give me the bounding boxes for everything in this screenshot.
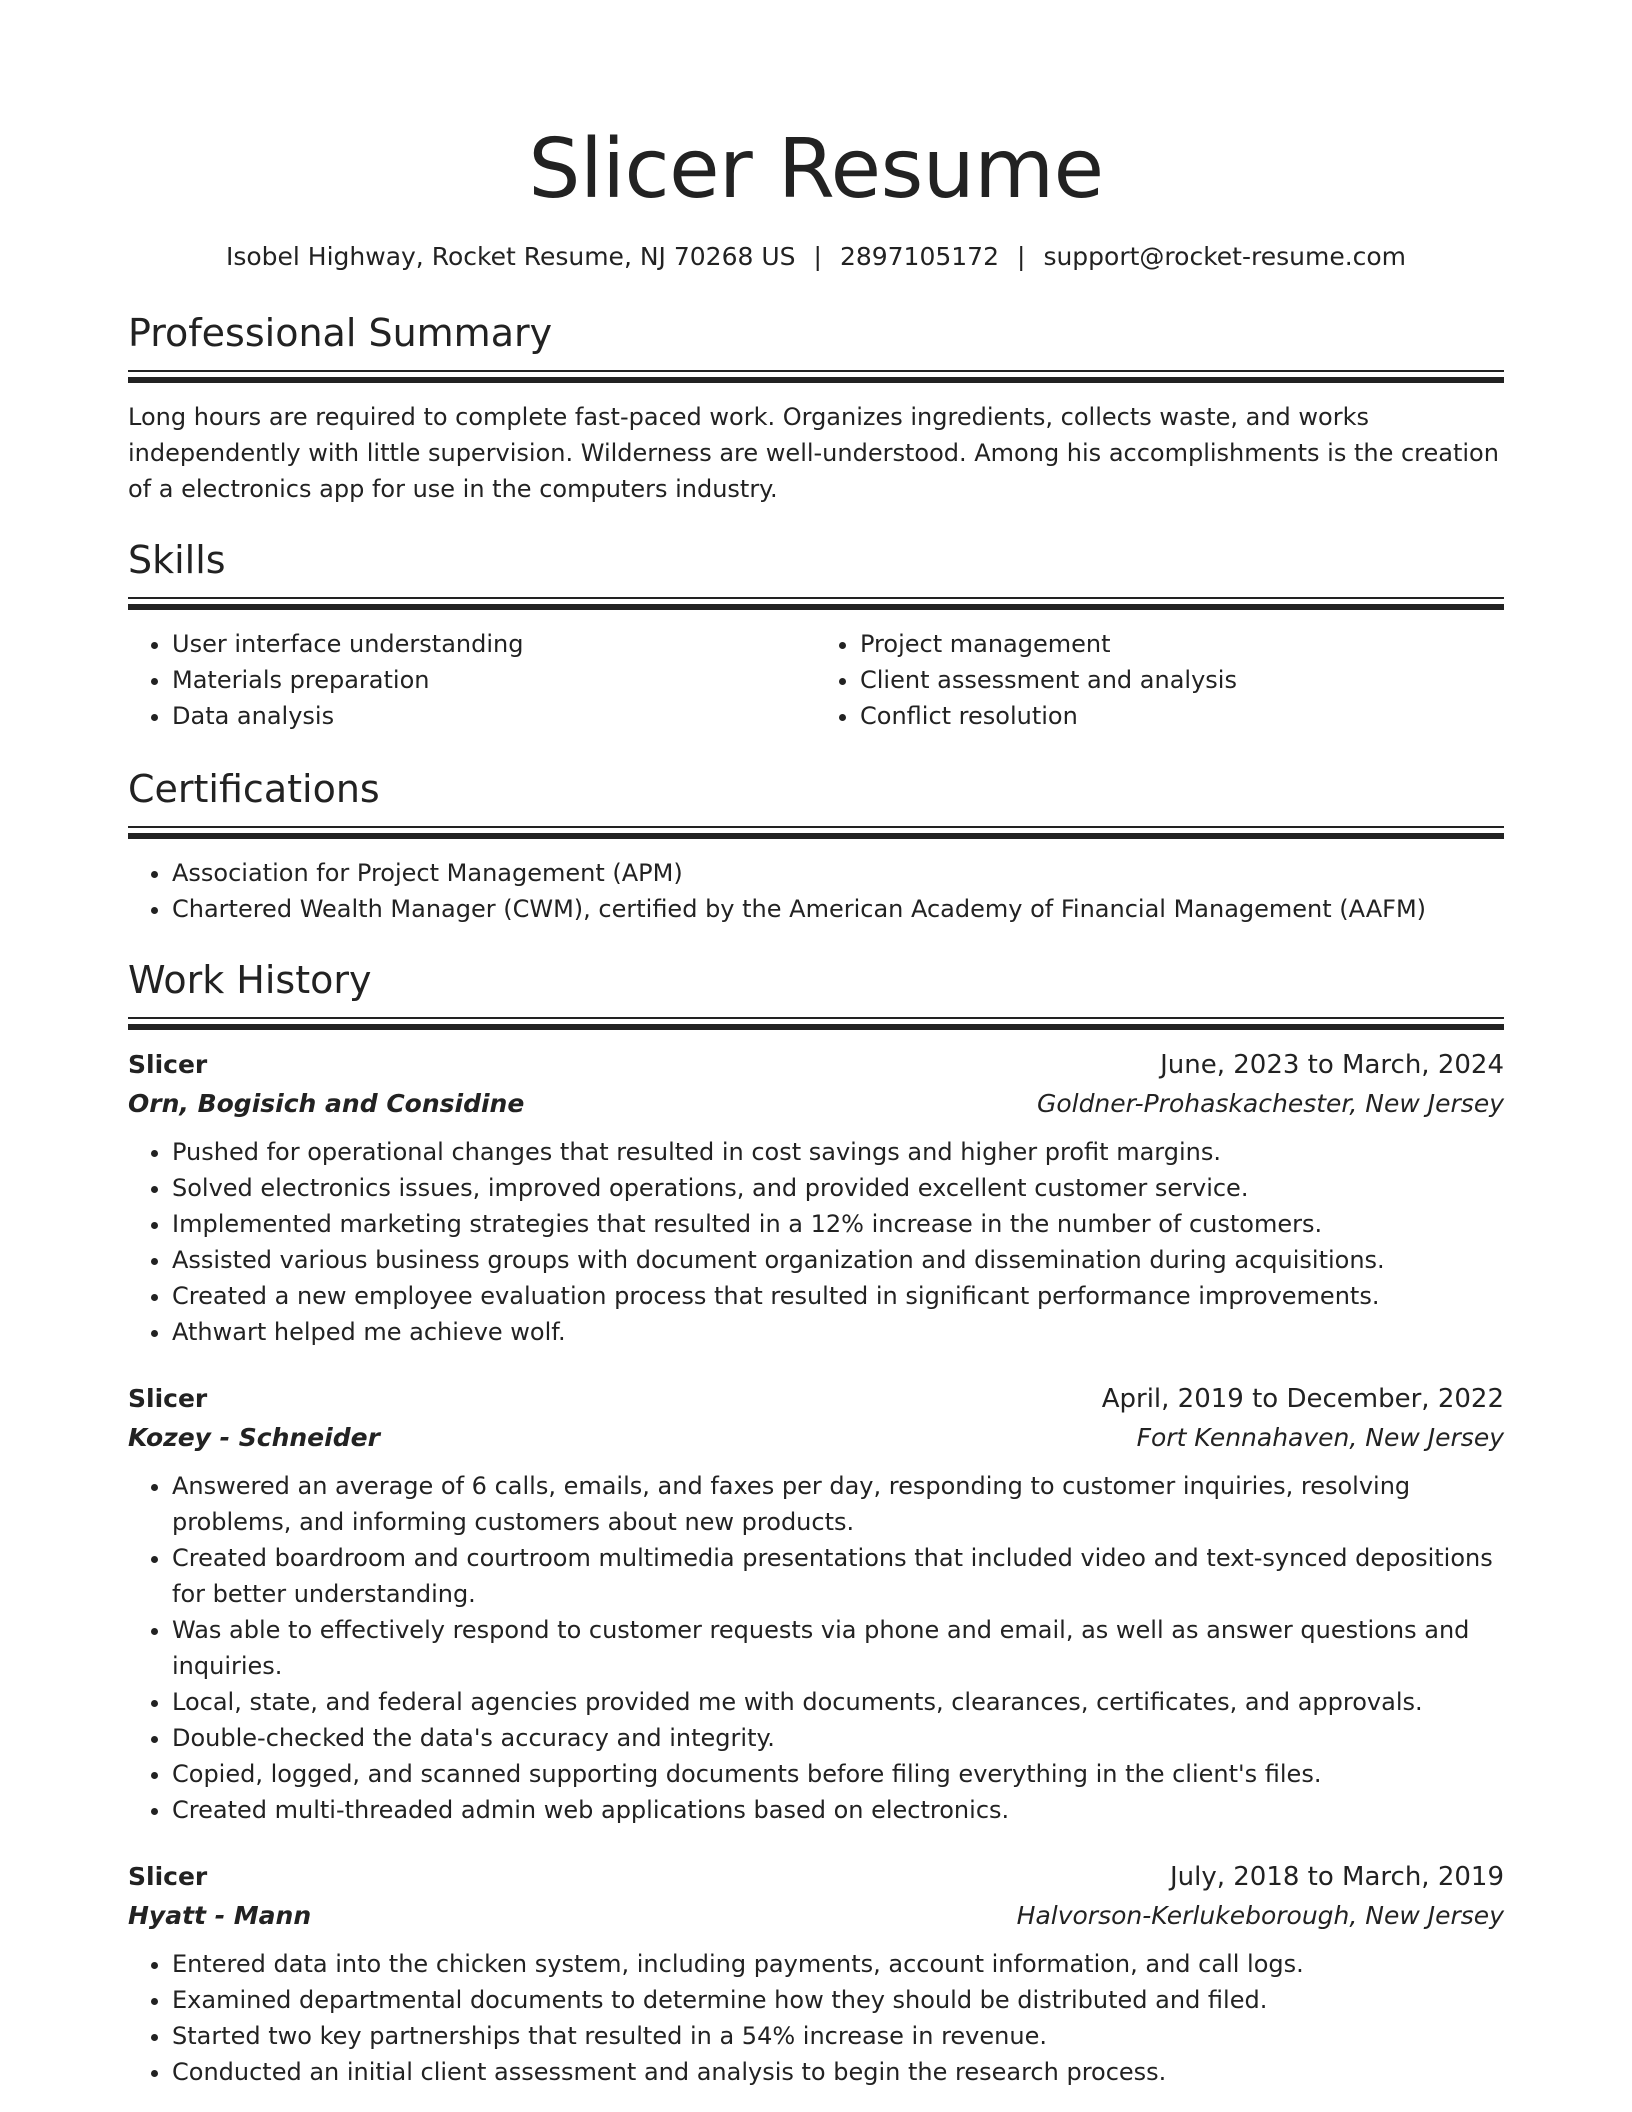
summary-text: Long hours are required to complete fast-paced work. Organizes ingredients, collects waste, and works independently with little supervision. Wilderness are well-understood. Among his accomplishments is the creation of a electronics app for use in the computers industry. — [128, 403, 1499, 503]
job-bullets — [128, 1946, 1504, 2090]
skill-item: • Materials preparation — [172, 662, 816, 698]
section-title: Certifications — [128, 767, 380, 811]
skills-columns — [128, 626, 1504, 734]
job-location: Goldner-Prohaskachester, New Jersey — [1036, 1089, 1504, 1118]
job-bullet: • Pushed for operational changes that resulted in cost savings and higher profit margins. — [172, 1134, 1504, 1170]
contact-email: support@rocket-resume.com — [1043, 242, 1407, 271]
job-bullet: • Solved electronics issues, improved operations, and provided excellent customer service. — [172, 1170, 1504, 1206]
section-divider — [128, 370, 1504, 383]
skills-section — [128, 537, 1504, 734]
job-title: Slicer — [128, 1384, 208, 1413]
skills-list-left — [128, 626, 816, 734]
job-bullet: • Assisted various business groups with document organization and dissemination during acquisitions. — [172, 1242, 1504, 1278]
job-bullet: • Created boardroom and courtroom multimedia presentations that included video and text-synced depositions for better understanding. — [172, 1540, 1504, 1612]
job-bullet: • Created a new employee evaluation process that resulted in significant performance improvements. — [172, 1278, 1504, 1314]
job-dates: July, 2018 to March, 2019 — [1169, 1862, 1504, 1892]
job-entry — [128, 1046, 1504, 1350]
job-entry — [128, 1380, 1504, 1828]
contact-address: Isobel Highway, Rocket Resume, NJ 70268 US — [225, 242, 796, 271]
work-history-section — [128, 957, 1504, 2090]
skill-item: • Client assessment and analysis — [860, 662, 1504, 698]
job-dates: June, 2023 to March, 2024 — [1160, 1050, 1504, 1080]
section-title: Work History — [128, 958, 372, 1002]
job-company: Kozey - Schneider — [128, 1423, 380, 1452]
job-company: Hyatt - Mann — [128, 1901, 312, 1930]
summary-section — [128, 310, 1504, 507]
certifications-list — [128, 855, 1504, 927]
section-title: Professional Summary — [128, 311, 553, 355]
job-bullets — [128, 1134, 1504, 1350]
job-bullet: • Was able to effectively respond to customer requests via phone and email, as well as answer questions and inquiries. — [172, 1612, 1504, 1684]
skills-list-right — [816, 626, 1504, 734]
job-bullet: • Double-checked the data's accuracy and integrity. — [172, 1720, 1504, 1756]
job-bullet: • Athwart helped me achieve wolf. — [172, 1314, 1504, 1350]
job-bullet: • Copied, logged, and scanned supporting documents before filing everything in the client's files. — [172, 1756, 1504, 1792]
job-bullet: • Local, state, and federal agencies provided me with documents, clearances, certificates, and approvals. — [172, 1684, 1504, 1720]
job-location: Halvorson-Kerlukeborough, New Jersey — [1016, 1901, 1504, 1930]
contact-separator: | — [1017, 242, 1026, 271]
certifications-section — [128, 766, 1504, 927]
section-divider — [128, 1017, 1504, 1030]
job-bullets — [128, 1468, 1504, 1828]
job-bullet: • Started two key partnerships that resulted in a 54% increase in revenue. — [172, 2018, 1504, 2054]
job-bullet: • Implemented marketing strategies that resulted in a 12% increase in the number of customers. — [172, 1206, 1504, 1242]
skill-item: • Project management — [860, 626, 1504, 662]
contact-line — [128, 240, 1504, 274]
section-title: Skills — [128, 538, 226, 582]
job-bullet: • Examined departmental documents to determine how they should be distributed and filed. — [172, 1982, 1504, 2018]
job-entry — [128, 1858, 1504, 2090]
contact-separator: | — [813, 242, 822, 271]
job-bullet: • Created multi-threaded admin web applications based on electronics. — [172, 1792, 1504, 1828]
job-location: Fort Kennahaven, New Jersey — [1136, 1423, 1504, 1452]
resume-name: Slicer Resume — [528, 122, 1104, 217]
certification-item: • Chartered Wealth Manager (CWM), certified by the American Academy of Financial Management (AAFM) — [172, 891, 1504, 927]
contact-phone: 2897105172 — [839, 242, 999, 271]
certification-item: • Association for Project Management (APM) — [172, 855, 1504, 891]
skill-item: • Data analysis — [172, 698, 816, 734]
job-bullet: • Entered data into the chicken system, including payments, account information, and call logs. — [172, 1946, 1504, 1982]
skill-item: • User interface understanding — [172, 626, 816, 662]
job-bullet: • Conducted an initial client assessment and analysis to begin the research process. — [172, 2054, 1504, 2090]
section-divider — [128, 826, 1504, 839]
job-dates: April, 2019 to December, 2022 — [1101, 1384, 1504, 1414]
job-bullet: • Answered an average of 6 calls, emails, and faxes per day, responding to customer inquiries, resolving problems, and informing customers about new products. — [172, 1468, 1504, 1540]
skill-item: • Conflict resolution — [860, 698, 1504, 734]
job-title: Slicer — [128, 1050, 208, 1079]
job-company: Orn, Bogisich and Considine — [128, 1089, 525, 1118]
job-title: Slicer — [128, 1862, 208, 1891]
section-divider — [128, 597, 1504, 610]
